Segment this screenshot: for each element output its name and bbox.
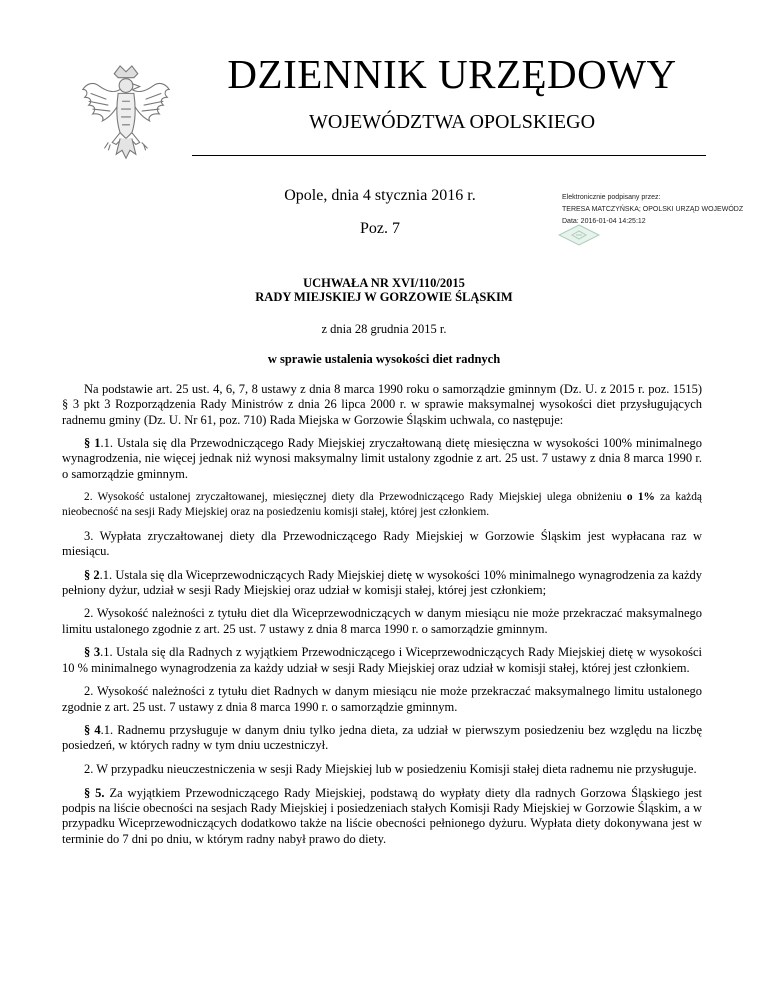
section-5-marker: § 5. bbox=[84, 785, 105, 800]
polish-eagle-emblem-icon bbox=[76, 60, 176, 168]
section-3-text: .1. Ustala się dla Radnych z wyjątkiem Przewodniczącego i Wiceprzewodniczących Rady Miejskiej dietę w wysokości 10 % minimalnego wynagrodzenia za każdy udział w sesji Rady Miejskiej oraz udział w komisji stałej, której jest członkiem. bbox=[62, 645, 702, 675]
section-5-paragraph bbox=[62, 786, 702, 847]
section-3-paragraph-2: 2. Wysokość należności z tytułu diet Radnych w danym miesiącu nie może przekraczać maksymalnego limitu ustalonego zgodnie z art. 25 ust. 7 ustawy z dnia 8 marca 1990 r. o samorządzie gminnym. bbox=[62, 684, 702, 714]
signature-validity-icon bbox=[558, 224, 600, 246]
resolution-number: UCHWAŁA NR XVI/110/2015 bbox=[303, 276, 465, 290]
journal-subtitle: WOJEWÓDZTWA OPOLSKIEGO bbox=[308, 111, 596, 133]
resolution-body bbox=[62, 382, 702, 855]
masthead-divider bbox=[192, 155, 706, 156]
issue-position: Poz. 7 bbox=[360, 220, 400, 237]
section-4-paragraph-1 bbox=[62, 723, 702, 754]
section-4-marker: § 4 bbox=[84, 723, 101, 738]
resolution-subject: w sprawie ustalenia wysokości diet radnych bbox=[267, 352, 501, 366]
signature-date: Data: 2016-01-04 14:25:12 bbox=[562, 218, 646, 225]
issue-place-date: Opole, dnia 4 stycznia 2016 r. bbox=[284, 187, 476, 204]
section-2-paragraph-1 bbox=[62, 568, 702, 599]
section-3-marker: § 3 bbox=[84, 645, 101, 660]
section-3-paragraph-1 bbox=[62, 645, 702, 676]
preamble-paragraph: Na podstawie art. 25 ust. 4, 6, 7, 8 ustawy z dnia 8 marca 1990 roku o samorządzie gminnym (Dz. U. z 2015 r. poz. 1515) § 3 pkt 3 Rozporządzenia Rady Ministrów z dnia 26 lipca 2000 r. w sprawie maksymalnej wysokości diet przysługujących radnemu gminy (Dz. U. Nr 61, poz. 710) Rada Miejska w Gorzowie Śląskim uchwala, co następuje: bbox=[62, 382, 702, 427]
resolution-heading bbox=[60, 276, 708, 304]
section-1-p2-text-a: 2. Wysokość ustalonej zryczałtowanej, miesięcznej diety dla Przewodniczącego Rady Miejskiej ulega obniżeniu bbox=[84, 491, 627, 504]
section-4-paragraph-2: 2. W przypadku nieuczestniczenia w sesji Rady Miejskiej lub w posiedzeniu Komisji stałej dieta radnemu nie przysługuje. bbox=[84, 762, 697, 777]
electronic-signature bbox=[562, 192, 762, 228]
section-2-paragraph-2: 2. Wysokość należności z tytułu diet dla Wiceprzewodniczących w danym miesiącu nie może przekraczać maksymalnego limitu ustalonego zgodnie z art. 25 ust. 7 ustawy z dnia 8 marca 1990 r. o samorządzie gminnym. bbox=[62, 606, 702, 636]
resolution-date: z dnia 28 grudnia 2015 r. bbox=[321, 322, 447, 336]
section-1-p2-bold: o 1% bbox=[626, 491, 655, 504]
signature-label: Elektronicznie podpisany przez: bbox=[562, 194, 661, 201]
section-1-paragraph-1 bbox=[62, 436, 702, 482]
section-2-marker: § 2 bbox=[84, 567, 100, 582]
section-1-paragraph-2 bbox=[62, 490, 702, 520]
section-1-paragraph-3: 3. Wypłata zryczałtowanej diety dla Przewodniczącego Rady Miejskiej w Gorzowie Śląskim jest wypłacana raz w miesiącu. bbox=[62, 528, 702, 558]
signature-signer: TERESA MATCZYŃSKA; OPOLSKI URZĄD WOJEWÓDZ bbox=[562, 206, 744, 213]
section-5-text: Za wyjątkiem Przewodniczącego Rady Miejskiej, podstawą do wypłaty diety dla radnych Gorzowa Śląskiego jest podpis na liście obecności na sesjach Rady Miejskiej i posiedzeniach stałych Komisji Rady Miejskiej w Gorzowie Śląskim, a w przypadku Wiceprzewodniczących dodatkowo także na liście obecności pełnionego dyżuru. Wypłata diety dokonywana jest w terminie do 7 dni po dniu, w którym radny nabył prawo do diety. bbox=[62, 785, 702, 846]
resolution-council: RADY MIEJSKIEJ W GORZOWIE ŚLĄSKIM bbox=[255, 290, 513, 304]
journal-title: DZIENNIK URZĘDOWY bbox=[227, 51, 677, 97]
section-4-text: .1. Radnemu przysługuje w danym dniu tylko jedna dieta, za udział w pierwszym posiedzeniu bez względu na liczbę posiedzeń, w których radny w tym dniu uczestniczył. bbox=[62, 723, 702, 753]
section-2-text: .1. Ustala się dla Wiceprzewodniczących Rady Miejskiej dietę w wysokości 10% minimalnego wynagrodzenia za każdy pełniony dyżur, udział w sesji Rady Miejskiej oraz udział w komisji stałej, której jest członkiem; bbox=[62, 567, 703, 597]
section-1-marker: § 1 bbox=[84, 436, 101, 451]
section-1-p2-text-b: za każdą nieobecność na sesji Rady Miejskiej oraz na posiedzeniu komisji stałej, której jest członkiem. bbox=[62, 491, 702, 519]
section-1-text: .1. Ustala się dla Przewodniczącego Rady Miejskiej zryczałtowaną dietę miesięczna w wysokości 100% minimalnego wynagrodzenia, nie więcej jednak niż wynosi maksymalny limit ustalony zgodnie z art. 25 ust. 7 ustawy z dnia 8 marca 1990 r. o samorządzie gminnym. bbox=[62, 436, 703, 481]
